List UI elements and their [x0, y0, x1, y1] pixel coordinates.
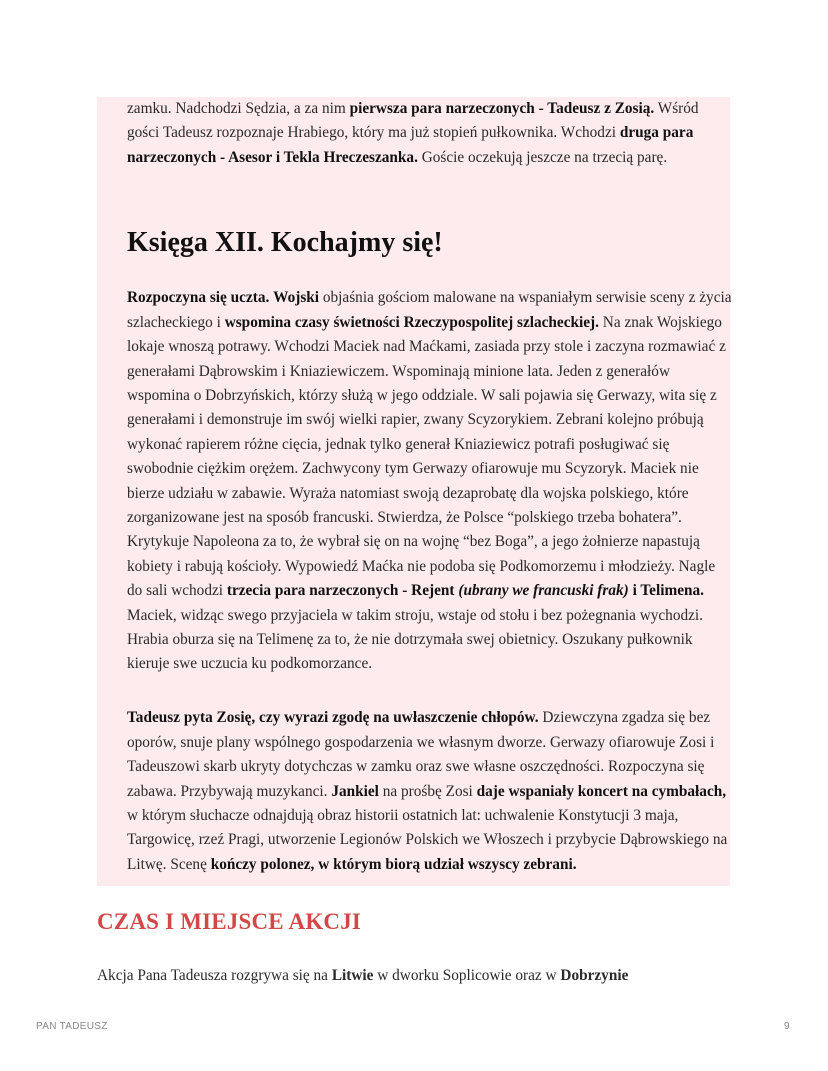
- book-xii-paragraph-2: [127, 706, 732, 877]
- bold-run: Tadeusz pyta Zosię, czy wyrazi zgodę na uwłaszczenie chłopów.: [127, 709, 539, 727]
- bold-run: daje wspaniały koncert na cymbałach,: [476, 782, 727, 800]
- page-number: 9: [784, 1021, 790, 1032]
- bold-run: Dobrzynie: [560, 967, 629, 985]
- text-run: Akcja Pana Tadeusza rozgrywa się na: [97, 967, 332, 985]
- text-run: objaśnia gościom malowane na wspaniałym serwisie sceny z życia szlacheckiego i: [127, 289, 732, 331]
- text-run: Goście oczekują jeszcze na trzecią parę.: [417, 148, 668, 166]
- akcja-paragraph: [97, 964, 737, 988]
- text-run: na prośbę Zosi: [378, 782, 477, 800]
- bold-run: wspomina czasy świetności Rzeczypospolitej szlacheckiej.: [224, 313, 599, 331]
- bold-run: Jankiel: [331, 782, 379, 800]
- text-run: Maciek, widząc swego przyjaciela w takim stroju, wstaje od stołu i bez pożegnania wychodzi. Hrabia oburza się na Telimenę za to, że nie dotrzymała swej obietnicy. Oszukany pułkownik kieruje swe uczucia ku podkomorzance.: [127, 606, 703, 673]
- section-title: CZAS I MIEJSCE AKCJI: [97, 909, 362, 934]
- bold-run: kończy polonez, w którym biorą udział wszyscy zebrani.: [210, 855, 577, 873]
- bold-run: Litwie: [331, 967, 374, 985]
- bold-run: pierwsza para narzeczonych - Tadeusz z Zosią.: [349, 100, 655, 117]
- text-run: Wśród gości Tadeusz rozpoznaje Hrabiego, który ma już stopień pułkownika. Wchodzi: [127, 100, 699, 142]
- bold-italic-run: (ubrany we francuski frak): [458, 582, 629, 600]
- bold-run: Rozpoczyna się uczta.: [127, 289, 270, 307]
- book-xii-paragraph-1: [127, 286, 732, 677]
- book-heading: Księga XII. Kochajmy się!: [127, 227, 443, 258]
- footer-title: PAN TADEUSZ: [36, 1021, 108, 1032]
- text-run: Dziewczyna zgadza się bez oporów, snuje plany wspólnego gospodarzenia we własnym dworze. Gerwazy ofiarowuje Zosi i Tadeuszowi skarb ukryty dotychczas w zamku oraz swe własne oszczędności. Rozpoczyna się zabawa. Przybywają muzykanci.: [127, 709, 715, 800]
- text-run: w dworku Soplicowie oraz w: [373, 967, 561, 985]
- text-run: zamku. Nadchodzi Sędzia, a za nim: [127, 100, 350, 117]
- bold-run: Wojski: [273, 289, 320, 307]
- text-run: Na znak Wojskiego lokaje wnoszą potrawy. Wchodzi Maciek nad Maćkami, zasiada przy stole i zaczyna rozmawiać z generałami Dąbrowskim i Kniaziewiczem. Wspominają minione lata. Jeden z generałów wspomina o Dobrzyńskich, którzy służą w jego oddziale. W sali pojawia się Gerwazy, wita się z generałami i demonstruje im swój wielki rapier, zwany Scyzorykiem. Zebrani kolejno próbują wykonać rapierem różne cięcia, jednak tylko generał Kniaziewicz potrafi posługiwać się swobodnie ciężkim orężem. Zachwycony tym Gerwazy ofiarowuje mu Scyzoryk. Maciek nie bierze udziału w zabawie. Wyraża natomiast swoją dezaprobatę dla wojska polskiego, które zorganizowane jest na sposób francuski. Stwierdza, że Polsce “polskiego trzeba bohatera”. Krytykuje Napoleona za to, że wybrał się on na wojnę “bez Boga”, a jego żołnierze napastują kobiety i rabują kościoły. Wypowiedź Maćka nie podoba się Podkomorzemu i młodzieży. Nagle do sali wchodzi: [127, 313, 726, 600]
- bold-run: druga para narzeczonych - Asesor i Tekla Hreczeszanka.: [127, 124, 694, 166]
- text-run: w którym słuchacze odnajdują obraz historii ostatnich lat: uchwalenie Konstytucji 3 maja, Targowicę, rzeź Pragi, utworzenie Legionów Polskich we Włoszech i przybycie Dąbrowskiego na Litwę. Scenę: [127, 806, 728, 873]
- bold-run: trzecia para narzeczonych - Rejent: [226, 582, 459, 600]
- bold-run: i Telimena.: [628, 582, 704, 600]
- intro-paragraph: [127, 97, 732, 170]
